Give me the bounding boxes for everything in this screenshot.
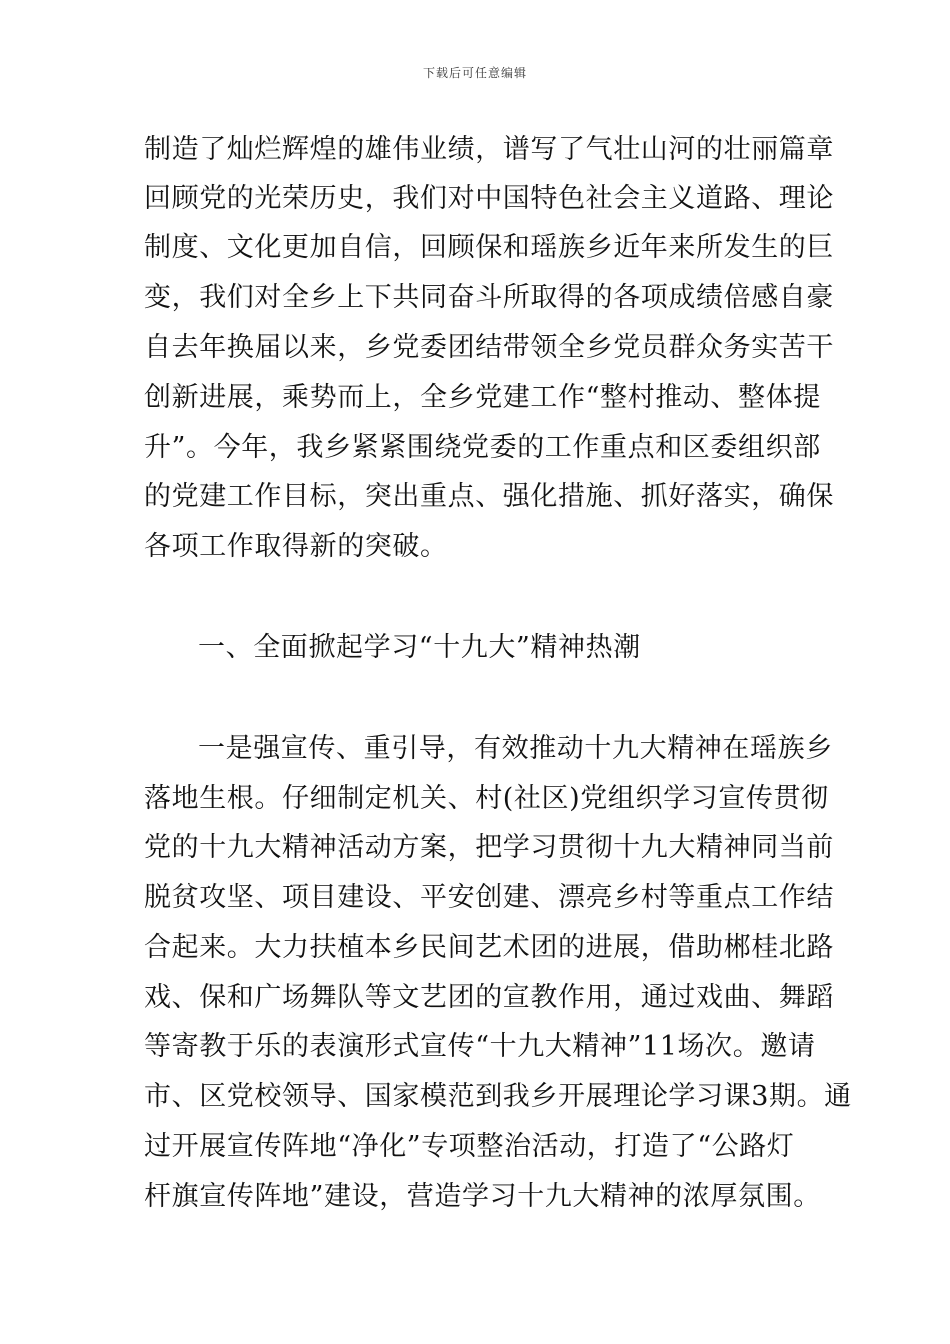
text-line: 制造了灿烂辉煌的雄伟业绩，谱写了气壮山河的壮丽篇章 [144,134,834,165]
text-line: 自去年换届以来，乡党委团结带领全乡党员群众务实苦干 [144,332,834,363]
text-line: 戏、保和广场舞队等文艺团的宣教作用，通过戏曲、舞蹈 [144,982,834,1013]
text-line: 合起来。大力扶植本乡民间艺术团的进展，借助郴桂北路 [144,932,834,963]
text-line: 各项工作取得新的突破。 [144,531,448,562]
text-line: 升”。今年，我乡紧紧围绕党委的工作重点和区委组织部 [144,432,821,463]
text-line: 等寄教于乐的表演形式宣传“十九大精神”11场次。邀请 [144,1031,816,1062]
text-line: 过开展宣传阵地“净化”专项整治活动，打造了“公路灯 [144,1131,795,1162]
text-line: 党的十九大精神活动方案，把学习贯彻十九大精神同当前 [144,832,834,863]
heading-line: 一、全面掀起学习“十九大”精神热潮 [198,632,641,663]
text-line: 的党建工作目标，突出重点、强化措施、抓好落实，确保 [144,481,834,512]
text-line: 一是强宣传、重引导，有效推动十九大精神在瑶族乡 [198,733,833,764]
page-header-note: 下载后可任意编辑 [422,66,527,80]
text-line: 创新进展，乘势而上，全乡党建工作“整村推动、整体提 [144,382,821,413]
text-line: 制度、文化更加自信，回顾保和瑶族乡近年来所发生的巨 [144,232,834,263]
text-line: 脱贫攻坚、项目建设、平安创建、漂亮乡村等重点工作结 [144,882,834,913]
text-line: 落地生根。仔细制定机关、村(社区)党组织学习宣传贯彻 [144,783,829,814]
text-line: 变，我们对全乡上下共同奋斗所取得的各项成绩倍感自豪 [144,282,834,313]
text-line: 回顾党的光荣历史，我们对中国特色社会主义道路、理论 [144,183,834,214]
text-line: 杆旗宣传阵地”建设，营造学习十九大精神的浓厚氛围。 [144,1181,821,1212]
text-line: 市、区党校领导、国家模范到我乡开展理论学习课3期。通 [144,1081,852,1112]
